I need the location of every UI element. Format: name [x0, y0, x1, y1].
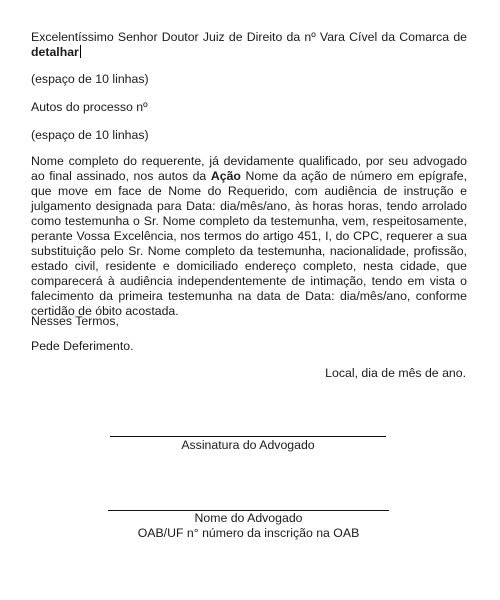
closing-request: Pede Deferimento.: [31, 339, 134, 353]
court-address: [31, 30, 467, 60]
petition-body: [31, 154, 467, 319]
court-address-bold: detalhar: [31, 45, 79, 59]
place-and-date: Local, dia de mês de ano.: [325, 366, 466, 380]
closing-terms: Nesses Termos,: [31, 314, 119, 328]
petition-body-part-2: Nome da ação de número em epígrafe, que move em face de Nome do Requerido, com audiência de instrução e julgamento designada para Data: dia/mês/ano, às horas horas, tendo arrolado como testemunha o Sr. Nome completo da testemunha, vem, respeitosamente, perante Vossa Excelência, nos termos do artigo 451, I, do CPC, requerer a sua substituição pelo Sr. Nome completo da testemunha, nacionalidade, profissão, estado civil, residente e domiciliado endereço completo, nesta cidade, que comparecerá à audiência independentemente de intimação, tendo em vista o falecimento da primeira testemunha na data de Data: dia/mês/ano, conforme certidão de óbito acostada.: [31, 169, 467, 318]
court-address-text: Excelentíssimo Senhor Doutor Juiz de Direito da nº Vara Cível da Comarca de: [31, 30, 467, 44]
text-cursor: [80, 45, 81, 58]
action-bold: Ação: [210, 169, 241, 183]
lawyer-name: Nome do Advogado: [194, 511, 303, 525]
oab-registration: OAB/UF n° número da inscrição na OAB: [137, 526, 360, 540]
space-note-2: (espaço de 10 linhas): [31, 128, 149, 142]
lawyer-signature-label: Assinatura do Advogado: [181, 438, 315, 452]
petition-body-part-1: Nome completo do requerente, já devidamente qualificado, por seu advogado ao final assinado, nos autos da: [31, 154, 467, 183]
space-note-1: (espaço de 10 linhas): [31, 72, 149, 86]
process-number-line: Autos do processo nº: [31, 100, 148, 114]
lawyer-signature-line: [110, 436, 386, 437]
